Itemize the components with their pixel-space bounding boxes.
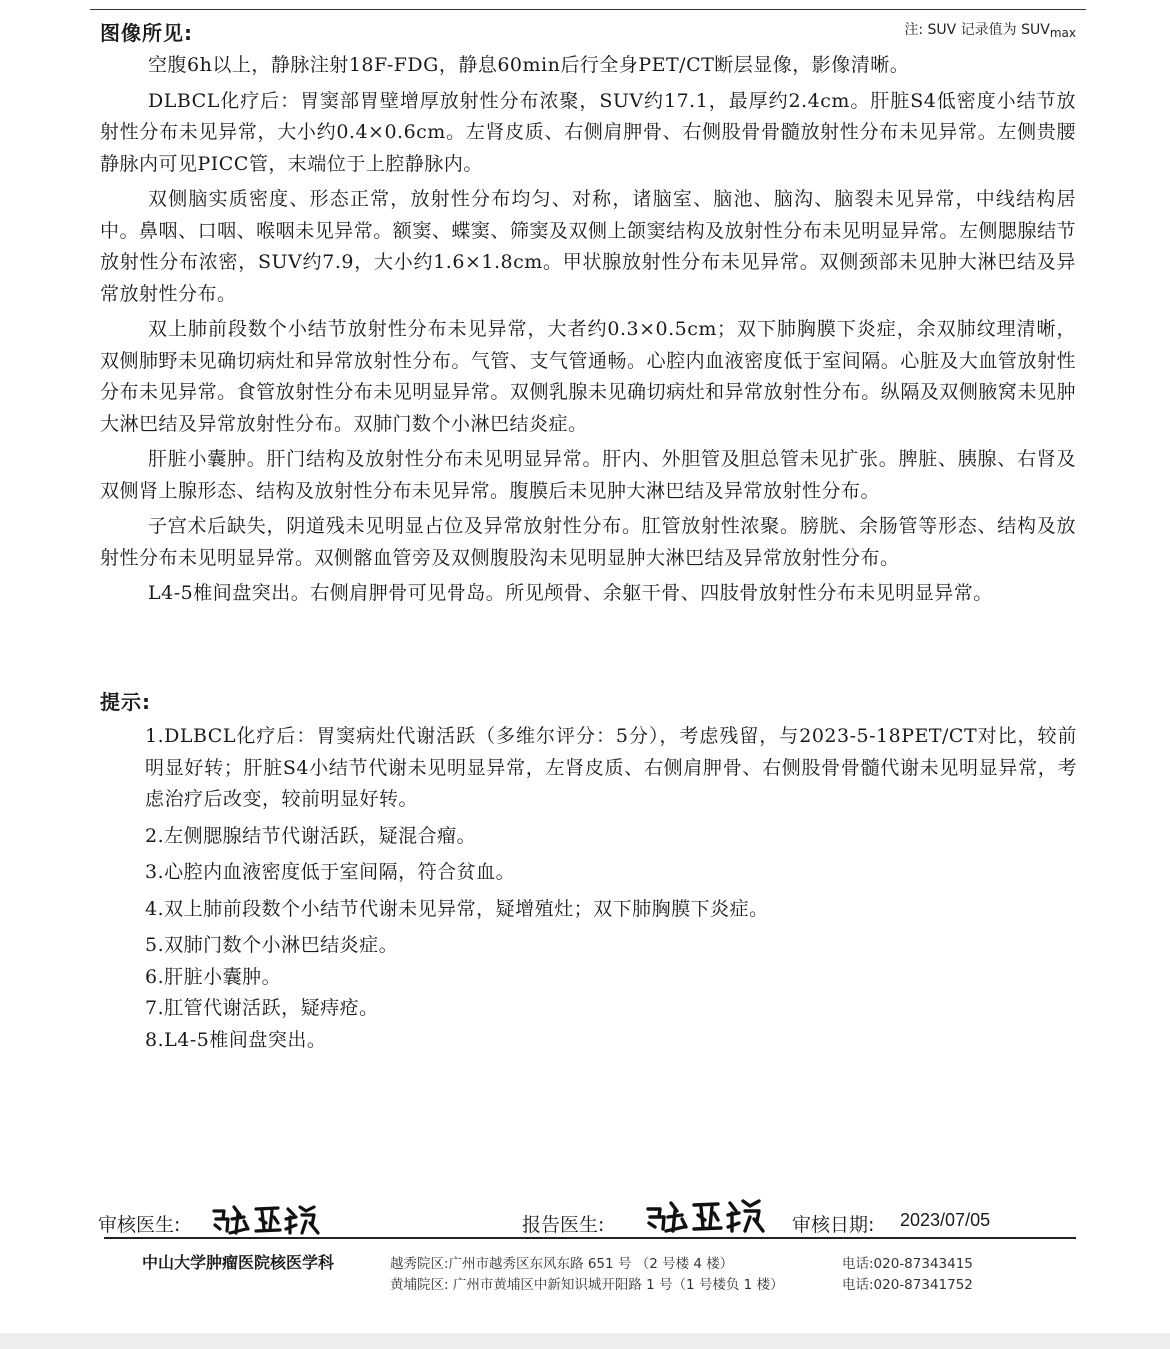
findings-paragraph: 肝脏小囊肿。肝门结构及放射性分布未见明显异常。肝内、外胆管及胆总管未见扩张。脾脏、胰腺、右肾及双侧肾上腺形态、结构及放射性分布未见异常。腹膜后未见肿大淋巴结及异常放射性分布。	[100, 448, 1076, 502]
reviewer-label: 审核医生:	[98, 1214, 181, 1236]
hint-item: 4.双上肺前段数个小结节代谢未见异常，疑增殖灶；双下肺胸膜下炎症。	[145, 897, 769, 920]
department-name: 中山大学肿瘤医院核医学科	[142, 1253, 335, 1272]
review-date: 2023/07/05	[900, 1210, 991, 1230]
findings-paragraph: 双上肺前段数个小结节放射性分布未见异常，大者约0.3×0.5cm；双下肺胸膜下炎症，余双肺纹理清晰，双侧肺野未见确切病灶和异常放射性分布。气管、支气管通畅。心腔内血液密度低于室间隔。心脏及大血管放射性分布未见异常。食管放射性分布未见明显异常。双侧乳腺未见确切病灶和异常放射性分布。纵隔及双侧腋窝未见肿大淋巴结及异常放射性分布。双肺门数个小淋巴结炎症。	[100, 318, 1076, 435]
suv-note	[904, 19, 1076, 40]
hints-list	[145, 721, 1077, 1056]
reporter-label: 报告医生:	[522, 1214, 605, 1236]
reporter-signature	[644, 1193, 768, 1239]
hint-item: 6.肝脏小囊肿。	[145, 965, 282, 988]
review-date-label: 审核日期:	[792, 1214, 875, 1236]
findings-paragraph: L4-5椎间盘突出。右侧肩胛骨可见骨岛。所见颅骨、余躯干骨、四肢骨放射性分布未见明显异常。	[148, 582, 993, 604]
hints-title: 提示:	[100, 690, 151, 714]
top-divider	[90, 9, 1086, 10]
findings-body	[100, 50, 1076, 614]
findings-paragraph: DLBCL化疗后：胃窦部胃壁增厚放射性分布浓聚，SUV约17.1，最厚约2.4cm。肝脏S4低密度小结节放射性分布未见异常，大小约0.4×0.6cm。左肾皮质、右侧肩胛骨、右侧股骨骨髓放射性分布未见异常。左侧贵腰静脉内可见PICC管，末端位于上腔静脉内。	[100, 89, 1076, 175]
findings-paragraph: 双侧脑实质密度、形态正常，放射性分布均匀、对称，诸脑室、脑池、脑沟、脑裂未见异常，中线结构居中。鼻咽、口咽、喉咽未见异常。额窦、蝶窦、筛窦及双侧上颌窦结构及放射性分布未见明显异常。左侧腮腺结节放射性分布浓密，SUV约7.9，大小约1.6×1.8cm。甲状腺放射性分布未见异常。双侧颈部未见肿大淋巴结及异常放射性分布。	[100, 188, 1076, 305]
phone-huangpu: 电话:020-87341752	[842, 1277, 973, 1293]
hint-item: 2.左侧腮腺结节代谢活跃，疑混合瘤。	[145, 824, 477, 847]
hint-item: 5.双肺门数个小淋巴结炎症。	[145, 934, 399, 956]
suv-note-subscript: max	[1049, 26, 1076, 40]
signature-row	[0, 1205, 1170, 1241]
hint-item: 7.肛管代谢活跃，疑痔疮。	[145, 997, 379, 1019]
reviewer-signature	[210, 1199, 322, 1241]
hint-item: 1.DLBCL化疗后：胃窦病灶代谢活跃（多维尔评分：5分），考虑残留，与2023-5-18PET/CT对比，较前明显好转；肝脏S4小结节代谢未见明显异常，左肾皮质、右侧肩胛骨、右侧股骨骨髓代谢未见明显异常，考虑治疗后改变，较前明显好转。	[145, 725, 1077, 810]
suv-note-text: 注: SUV 记录值为 SUV	[904, 22, 1050, 38]
findings-paragraph: 子宫术后缺失，阴道残未见明显占位及异常放射性分布。肛管放射性浓聚。膀胱、余肠管等形态、结构及放射性分布未见明显异常。双侧髂血管旁及双侧腹股沟未见明显肿大淋巴结及异常放射性分布。	[100, 515, 1076, 569]
address-yuexiu: 越秀院区:广州市越秀区东风东路 651 号 （2 号楼 4 楼）	[390, 1256, 734, 1272]
address-huangpu: 黄埔院区: 广州市黄埔区中新知识城开阳路 1 号（1 号楼负 1 楼）	[390, 1277, 784, 1293]
findings-title: 图像所见:	[100, 21, 193, 45]
hint-item: 8.L4-5椎间盘突出。	[145, 1028, 327, 1051]
phone-yuexiu: 电话:020-87343415	[842, 1256, 973, 1272]
footer-divider	[104, 1237, 1076, 1239]
hint-item: 3.心腔内血液密度低于室间隔，符合贫血。	[145, 861, 516, 883]
bottom-bar	[0, 1333, 1170, 1349]
findings-paragraph: 空腹6h以上，静脉注射18F-FDG，静息60min后行全身PET/CT断层显像，影像清晰。	[148, 54, 910, 76]
